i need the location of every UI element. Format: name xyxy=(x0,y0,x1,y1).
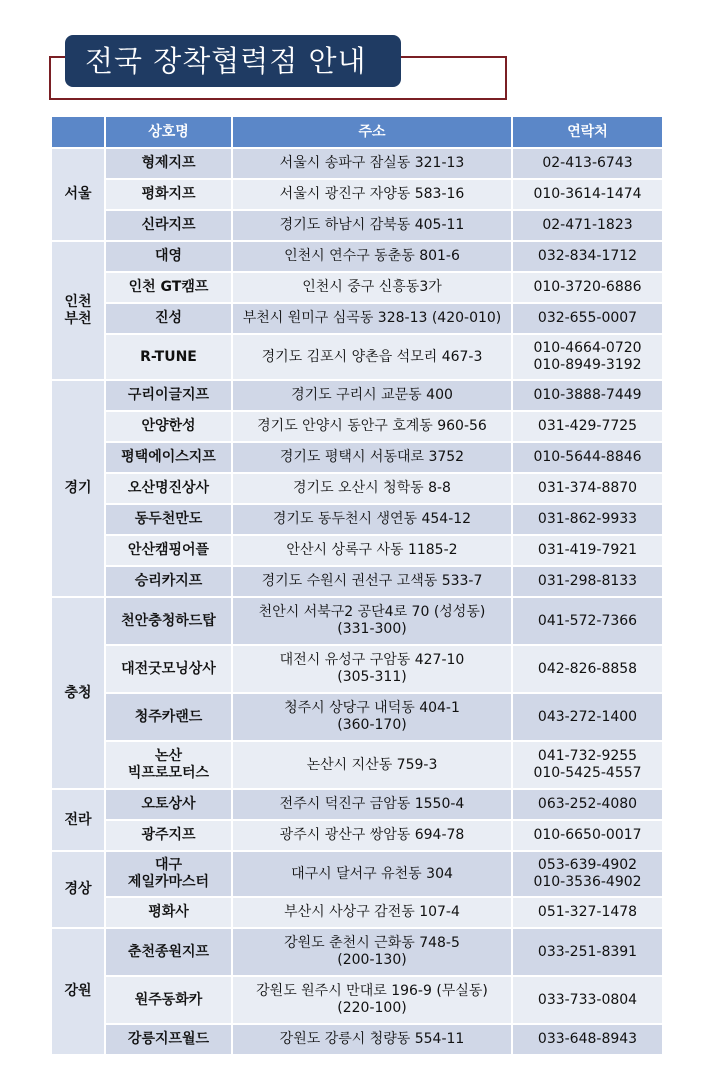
table-row xyxy=(51,789,663,820)
phone-line: 031-862-9933 xyxy=(537,511,638,527)
phone-line: 032-834-1712 xyxy=(537,248,638,264)
table-row xyxy=(51,442,663,473)
dealer-name-line: 오산명진상사 xyxy=(127,480,210,496)
phone-line: 033-648-8943 xyxy=(537,1031,638,1047)
dealer-name-cell xyxy=(105,566,232,597)
dealer-name-line: 오토상사 xyxy=(141,796,196,812)
address-line: 천안시 서북구2 공단4로 70 (성성동) xyxy=(258,604,486,620)
phone-line: 010-4664-0720 xyxy=(533,340,642,356)
dealer-name-cell xyxy=(105,179,232,210)
phone-line: 041-732-9255 xyxy=(537,748,638,764)
dealer-name-cell xyxy=(105,411,232,442)
phone-line: 02-413-6743 xyxy=(542,155,633,171)
address-cell xyxy=(232,693,512,741)
phone-line: 053-639-4902 xyxy=(537,857,638,873)
region-label-line: 충청 xyxy=(64,684,92,701)
phone-line: 010-6650-0017 xyxy=(533,827,642,843)
region-cell xyxy=(51,928,105,1055)
dealer-name-line: 평화사 xyxy=(148,904,189,920)
address-cell xyxy=(232,820,512,851)
dealer-name-cell xyxy=(105,851,232,897)
page-title: 전국 장착협력점 안내 xyxy=(65,35,401,87)
address-cell xyxy=(232,380,512,411)
dealer-name-line: 빅프로모터스 xyxy=(127,765,210,781)
phone-line: 031-429-7725 xyxy=(537,418,638,434)
phone-line: 010-3614-1474 xyxy=(533,186,642,202)
address-line: 부산시 사상구 감전동 107-4 xyxy=(284,904,460,920)
table-row xyxy=(51,179,663,210)
address-line: 경기도 동두천시 생연동 454-12 xyxy=(272,511,472,527)
dealer-name-line: R-TUNE xyxy=(140,348,197,365)
table-row xyxy=(51,1024,663,1055)
address-cell xyxy=(232,928,512,976)
phone-cell xyxy=(512,597,663,645)
phone-cell xyxy=(512,334,663,380)
phone-line: 033-251-8391 xyxy=(537,943,638,960)
address-line: 강원도 강릉시 청량동 554-11 xyxy=(279,1031,465,1047)
dealer-name-line: 평화지프 xyxy=(141,186,196,202)
region-label-line: 전라 xyxy=(64,811,92,828)
dealer-name-cell xyxy=(105,741,232,789)
phone-line: 010-3536-4902 xyxy=(533,874,642,890)
table-row xyxy=(51,535,663,566)
address-line: 인천시 연수구 동춘동 801-6 xyxy=(284,248,460,264)
address-cell xyxy=(232,597,512,645)
table-row xyxy=(51,566,663,597)
address-line: 강원도 원주시 만대로 196-9 (무실동) xyxy=(256,983,488,999)
phone-cell xyxy=(512,148,663,179)
dealer-name-line: 평택에이스지프 xyxy=(121,449,216,465)
address-line: (331-300) xyxy=(337,621,407,637)
region-cell xyxy=(51,241,105,380)
dealer-name-line: 안산캠핑어플 xyxy=(127,542,210,558)
phone-cell xyxy=(512,789,663,820)
address-line: 부천시 원미구 심곡동 328-13 (420-010) xyxy=(242,310,502,326)
phone-cell xyxy=(512,928,663,976)
table-body xyxy=(51,148,663,1055)
address-cell xyxy=(232,473,512,504)
phone-cell xyxy=(512,380,663,411)
address-line: 경기도 구리시 교문동 400 xyxy=(291,387,453,403)
address-line: 경기도 안양시 동안구 호계동 960-56 xyxy=(257,418,487,434)
phone-line: 010-8949-3192 xyxy=(533,357,642,373)
dealer-name-cell xyxy=(105,693,232,741)
address-line: 경기도 오산시 청학동 8-8 xyxy=(293,480,451,496)
address-line: 전주시 덕진구 금암동 1550-4 xyxy=(279,796,465,812)
region-cell xyxy=(51,380,105,597)
table-row xyxy=(51,148,663,179)
table-row xyxy=(51,928,663,976)
phone-line: 02-471-1823 xyxy=(542,217,633,233)
address-cell xyxy=(232,241,512,272)
phone-cell xyxy=(512,851,663,897)
table-row xyxy=(51,897,663,928)
dealer-name-line: 천안충청하드탑 xyxy=(121,612,216,629)
address-line: (305-311) xyxy=(337,669,407,685)
table-row xyxy=(51,334,663,380)
phone-line: 042-826-8858 xyxy=(537,660,638,677)
address-line: 서울시 광진구 자양동 583-16 xyxy=(279,186,465,202)
dealer-name-cell xyxy=(105,976,232,1024)
phone-cell xyxy=(512,504,663,535)
phone-line: 041-572-7366 xyxy=(537,612,638,629)
dealer-name-cell xyxy=(105,897,232,928)
dealer-name-line: 논산 xyxy=(154,748,183,764)
dealer-name-cell xyxy=(105,148,232,179)
address-line: 청주시 상당구 내덕동 404-1 xyxy=(284,700,460,716)
phone-cell xyxy=(512,473,663,504)
phone-line: 010-3720-6886 xyxy=(533,279,642,295)
dealer-name-cell xyxy=(105,334,232,380)
dealer-name-cell xyxy=(105,1024,232,1055)
phone-line: 031-419-7921 xyxy=(537,542,638,558)
region-label-line: 경기 xyxy=(64,480,92,496)
table-row xyxy=(51,210,663,241)
address-line: (220-100) xyxy=(337,1000,407,1016)
dealer-name-line: 강릉지프월드 xyxy=(127,1031,210,1047)
table-row xyxy=(51,303,663,334)
table-row xyxy=(51,411,663,442)
address-cell xyxy=(232,148,512,179)
dealer-name-cell xyxy=(105,380,232,411)
region-label-line: 부천 xyxy=(64,310,92,327)
dealer-name-cell xyxy=(105,535,232,566)
address-line: 경기도 김포시 양촌읍 석모리 467-3 xyxy=(261,348,483,365)
dealer-name-line: 승리카지프 xyxy=(134,573,203,589)
address-line: 경기도 평택시 서동대로 3752 xyxy=(279,449,465,465)
address-line: 인천시 중구 신흥동3가 xyxy=(302,279,442,295)
table-row xyxy=(51,851,663,897)
dealer-name-cell xyxy=(105,272,232,303)
dealer-name-line: 춘천종원지프 xyxy=(127,943,210,960)
table-row xyxy=(51,645,663,693)
phone-line: 043-272-1400 xyxy=(537,708,638,725)
dealer-name-line: 구리이글지프 xyxy=(127,387,210,403)
dealer-name-line: 인천 GT캠프 xyxy=(128,279,209,295)
address-cell xyxy=(232,179,512,210)
dealer-name-line: 안양한성 xyxy=(141,418,196,434)
address-line: 논산시 지산동 759-3 xyxy=(306,756,438,773)
phone-line: 031-298-8133 xyxy=(537,573,638,589)
table-header-row xyxy=(51,116,663,148)
table-row xyxy=(51,741,663,789)
header-address: 주소 xyxy=(232,116,512,148)
dealer-name-line: 형제지프 xyxy=(141,155,196,171)
address-cell xyxy=(232,504,512,535)
address-cell xyxy=(232,566,512,597)
address-cell xyxy=(232,789,512,820)
phone-line: 010-3888-7449 xyxy=(533,387,642,403)
address-line: 광주시 광산구 쌍암동 694-78 xyxy=(279,827,465,843)
region-label-line: 경상 xyxy=(64,881,92,897)
table-row xyxy=(51,241,663,272)
address-cell xyxy=(232,411,512,442)
dealer-name-line: 원주동화카 xyxy=(134,991,203,1008)
table-row xyxy=(51,820,663,851)
address-line: 경기도 수원시 권선구 고색동 533-7 xyxy=(261,573,483,589)
dealer-name-cell xyxy=(105,789,232,820)
phone-cell xyxy=(512,566,663,597)
address-cell xyxy=(232,303,512,334)
phone-cell xyxy=(512,442,663,473)
address-cell xyxy=(232,645,512,693)
phone-cell xyxy=(512,741,663,789)
region-label-line: 인천 xyxy=(64,293,92,310)
dealer-name-line: 청주카랜드 xyxy=(134,708,203,725)
dealer-name-line: 동두천만도 xyxy=(134,511,203,527)
dealer-name-cell xyxy=(105,241,232,272)
header-region xyxy=(51,116,105,148)
address-cell xyxy=(232,272,512,303)
address-cell xyxy=(232,334,512,380)
table-row xyxy=(51,693,663,741)
region-cell xyxy=(51,789,105,851)
phone-cell xyxy=(512,535,663,566)
table-row xyxy=(51,473,663,504)
table-row xyxy=(51,380,663,411)
phone-cell xyxy=(512,820,663,851)
table-row xyxy=(51,597,663,645)
address-line: 경기도 하남시 감북동 405-11 xyxy=(279,217,465,233)
phone-line: 033-733-0804 xyxy=(537,991,638,1008)
dealer-name-cell xyxy=(105,645,232,693)
phone-cell xyxy=(512,179,663,210)
address-cell xyxy=(232,535,512,566)
table-row xyxy=(51,504,663,535)
dealer-name-cell xyxy=(105,442,232,473)
header-name: 상호명 xyxy=(105,116,232,148)
address-cell xyxy=(232,1024,512,1055)
region-cell xyxy=(51,148,105,241)
dealer-table xyxy=(50,115,664,1056)
phone-line: 063-252-4080 xyxy=(537,796,638,812)
dealer-name-line: 대영 xyxy=(154,248,183,264)
address-line: 대전시 유성구 구암동 427-10 xyxy=(279,652,465,668)
header-phone: 연락처 xyxy=(512,116,663,148)
address-line: (360-170) xyxy=(337,717,407,733)
phone-line: 031-374-8870 xyxy=(537,480,638,496)
address-line: 서울시 송파구 잠실동 321-13 xyxy=(279,155,465,171)
region-label-line: 서울 xyxy=(64,186,92,202)
address-cell xyxy=(232,442,512,473)
table-row xyxy=(51,272,663,303)
phone-cell xyxy=(512,976,663,1024)
phone-line: 032-655-0007 xyxy=(537,310,638,326)
phone-cell xyxy=(512,645,663,693)
region-cell xyxy=(51,597,105,789)
phone-cell xyxy=(512,1024,663,1055)
phone-line: 010-5644-8846 xyxy=(533,449,642,465)
dealer-name-line: 신라지프 xyxy=(141,217,196,233)
address-line: 대구시 달서구 유천동 304 xyxy=(291,865,453,882)
address-line: (200-130) xyxy=(337,952,407,968)
dealer-name-line: 대구 xyxy=(154,857,183,873)
phone-line: 051-327-1478 xyxy=(537,904,638,920)
dealer-name-cell xyxy=(105,597,232,645)
table-row xyxy=(51,976,663,1024)
dealer-name-cell xyxy=(105,504,232,535)
phone-cell xyxy=(512,897,663,928)
phone-cell xyxy=(512,303,663,334)
dealer-name-cell xyxy=(105,473,232,504)
phone-cell xyxy=(512,241,663,272)
dealer-name-line: 대전굿모닝상사 xyxy=(121,660,216,677)
address-cell xyxy=(232,741,512,789)
phone-cell xyxy=(512,272,663,303)
phone-cell xyxy=(512,693,663,741)
dealer-name-cell xyxy=(105,928,232,976)
dealer-name-cell xyxy=(105,303,232,334)
phone-cell xyxy=(512,411,663,442)
address-line: 안산시 상록구 사동 1185-2 xyxy=(286,542,458,558)
dealer-name-cell xyxy=(105,820,232,851)
address-cell xyxy=(232,897,512,928)
address-cell xyxy=(232,976,512,1024)
address-cell xyxy=(232,210,512,241)
address-line: 강원도 춘천시 근화동 748-5 xyxy=(284,935,460,951)
region-cell xyxy=(51,851,105,928)
address-cell xyxy=(232,851,512,897)
region-label-line: 강원 xyxy=(64,983,92,999)
dealer-name-line: 진성 xyxy=(154,310,183,326)
phone-cell xyxy=(512,210,663,241)
dealer-name-cell xyxy=(105,210,232,241)
dealer-name-line: 광주지프 xyxy=(141,827,196,843)
dealer-name-line: 제일카마스터 xyxy=(127,874,210,890)
phone-line: 010-5425-4557 xyxy=(533,765,642,781)
